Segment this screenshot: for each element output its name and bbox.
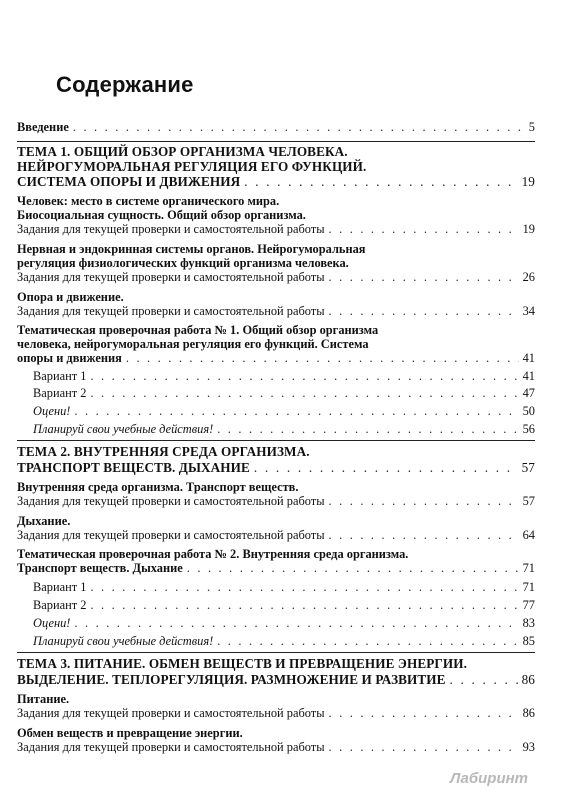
toc-subsection-title[interactable]: Внутренняя среда организма. Транспорт веществ. (17, 480, 299, 494)
toc-subsection-title[interactable]: Обмен веществ и превращение энергии. (17, 726, 243, 740)
leader-dots (126, 351, 519, 365)
toc-plan[interactable] (33, 422, 535, 436)
leader-dots (329, 304, 519, 318)
toc-entry-title: Введение (17, 120, 69, 134)
page-number: 71 (522, 561, 535, 575)
page-title: Содержание (56, 72, 194, 97)
toc-entry-title: опоры и движения (17, 351, 122, 365)
toc-rate[interactable] (33, 616, 535, 630)
leader-dots (74, 616, 518, 630)
toc-variant[interactable] (33, 369, 535, 383)
toc-entry-title: Вариант 1 (33, 369, 87, 383)
page-number: 57 (521, 460, 535, 475)
leader-dots (90, 369, 518, 383)
theme-1-heading-line-3[interactable] (17, 175, 535, 189)
toc-entry-title: Задания для текущей проверки и самостоятельной работы (17, 222, 325, 236)
page-number: 26 (522, 270, 535, 284)
toc-entry-title: СИСТЕМА ОПОРЫ И ДВИЖЕНИЯ (17, 174, 241, 189)
theme-3-heading-line-1[interactable]: ТЕМА 3. ПИТАНИЕ. ОБМЕН ВЕЩЕСТВ И ПРЕВРАЩЕНИЕ ЭНЕРГИИ. (17, 656, 467, 671)
toc-test-title[interactable] (17, 351, 535, 365)
page-number: 86 (521, 672, 535, 687)
page-number: 64 (522, 528, 535, 542)
leader-dots (217, 422, 518, 436)
leader-dots (254, 461, 518, 475)
page-number: 85 (522, 634, 535, 648)
toc-entry-title: Оцени! (33, 404, 71, 418)
toc-subsection-title[interactable]: Питание. (17, 692, 70, 706)
leader-dots (329, 270, 519, 284)
toc-variant[interactable] (33, 386, 535, 400)
leader-dots (217, 634, 518, 648)
toc-entry-title: Вариант 2 (33, 598, 87, 612)
theme-2-heading-line-2[interactable] (17, 461, 535, 475)
page-number: 5 (528, 120, 535, 134)
toc-entry-tasks[interactable] (17, 528, 535, 542)
page-number: 34 (522, 304, 535, 318)
page-number: 47 (522, 386, 535, 400)
leader-dots (329, 222, 519, 236)
toc-entry-title: Вариант 2 (33, 386, 87, 400)
leader-dots (90, 598, 518, 612)
toc-test-title[interactable]: Тематическая проверочная работа № 2. Внутренняя среда организма. (17, 547, 409, 561)
toc-entry-title: Планируй свои учебные действия! (33, 422, 214, 436)
watermark-logo (450, 770, 528, 787)
toc-entry-title: Оцени! (33, 616, 71, 630)
toc-entry-title: ТРАНСПОРТ ВЕЩЕСТВ. ДЫХАНИЕ (17, 460, 250, 475)
leader-dots (187, 561, 519, 575)
page-number: 93 (522, 740, 535, 754)
section-divider (17, 652, 535, 653)
toc-entry-intro[interactable] (17, 120, 535, 134)
theme-1-heading-line-1[interactable]: ТЕМА 1. ОБЩИЙ ОБЗОР ОРГАНИЗМА ЧЕЛОВЕКА. (17, 144, 348, 159)
leader-dots (74, 404, 518, 418)
page-number: 86 (522, 706, 535, 720)
toc-entry-tasks[interactable] (17, 706, 535, 720)
page-number: 41 (522, 351, 535, 365)
toc-test-title[interactable]: Тематическая проверочная работа № 1. Общий обзор организма (17, 323, 379, 337)
toc-entry-title: Вариант 1 (33, 580, 87, 594)
page-number: 57 (522, 494, 535, 508)
toc-entry-title: ВЫДЕЛЕНИЕ. ТЕПЛОРЕГУЛЯЦИЯ. РАЗМНОЖЕНИЕ И РАЗВИТИЕ (17, 672, 446, 687)
toc-subsection-title[interactable]: регуляция физиологических функций организма человека. (17, 256, 349, 270)
leader-dots (244, 175, 517, 189)
toc-entry-tasks[interactable] (17, 494, 535, 508)
page-number: 71 (522, 580, 535, 594)
page-number: 19 (522, 222, 535, 236)
theme-3-heading-line-2[interactable] (17, 673, 535, 687)
page-number: 50 (522, 404, 535, 418)
toc-test-title[interactable]: человека, нейрогуморальная регуляция его функций. Система (17, 337, 369, 351)
toc-entry-title: Планируй свои учебные действия! (33, 634, 214, 648)
toc-rate[interactable] (33, 404, 535, 418)
page-number: 77 (522, 598, 535, 612)
theme-1-heading-line-2[interactable]: НЕЙРОГУМОРАЛЬНАЯ РЕГУЛЯЦИЯ ЕГО ФУНКЦИЙ. (17, 159, 367, 174)
toc-entry-title: Транспорт веществ. Дыхание (17, 561, 183, 575)
watermark-text: Лабиринт (450, 770, 529, 787)
leader-dots (73, 120, 525, 134)
toc-variant[interactable] (33, 598, 535, 612)
page-number: 83 (522, 616, 535, 630)
toc-entry-title: Задания для текущей проверки и самостоятельной работы (17, 528, 325, 542)
toc-subsection-title[interactable]: Дыхание. (17, 514, 71, 528)
section-divider (17, 440, 535, 441)
toc-subsection-title[interactable]: Биосоциальная сущность. Общий обзор организма. (17, 208, 306, 222)
toc-subsection-title[interactable]: Человек: место в системе органического мира. (17, 194, 280, 208)
leader-dots (329, 706, 519, 720)
leader-dots (329, 494, 519, 508)
toc-entry-title: Задания для текущей проверки и самостоятельной работы (17, 304, 325, 318)
leader-dots (90, 386, 518, 400)
toc-entry-title: Задания для текущей проверки и самостоятельной работы (17, 740, 325, 754)
section-divider (17, 141, 535, 142)
toc-variant[interactable] (33, 580, 535, 594)
leader-dots (90, 580, 518, 594)
toc-entry-title: Задания для текущей проверки и самостоятельной работы (17, 706, 325, 720)
leader-dots (329, 528, 519, 542)
page-number: 41 (522, 369, 535, 383)
page-number: 19 (521, 174, 535, 189)
page-number: 56 (522, 422, 535, 436)
leader-dots (329, 740, 519, 754)
toc-subsection-title[interactable]: Опора и движение. (17, 290, 124, 304)
toc-entry-tasks[interactable] (17, 740, 535, 754)
toc-entry-tasks[interactable] (17, 222, 535, 236)
toc-entry-title: Задания для текущей проверки и самостоятельной работы (17, 494, 325, 508)
toc-entry-tasks[interactable] (17, 304, 535, 318)
toc-test-title[interactable] (17, 561, 535, 575)
toc-entry-title: Задания для текущей проверки и самостоятельной работы (17, 270, 325, 284)
toc-entry-tasks[interactable] (17, 270, 535, 284)
toc-plan[interactable] (33, 634, 535, 648)
theme-2-heading-line-1[interactable]: ТЕМА 2. ВНУТРЕННЯЯ СРЕДА ОРГАНИЗМА. (17, 444, 310, 459)
leader-dots (450, 673, 518, 687)
toc-subsection-title[interactable]: Нервная и эндокринная системы органов. Нейрогуморальная (17, 242, 366, 256)
